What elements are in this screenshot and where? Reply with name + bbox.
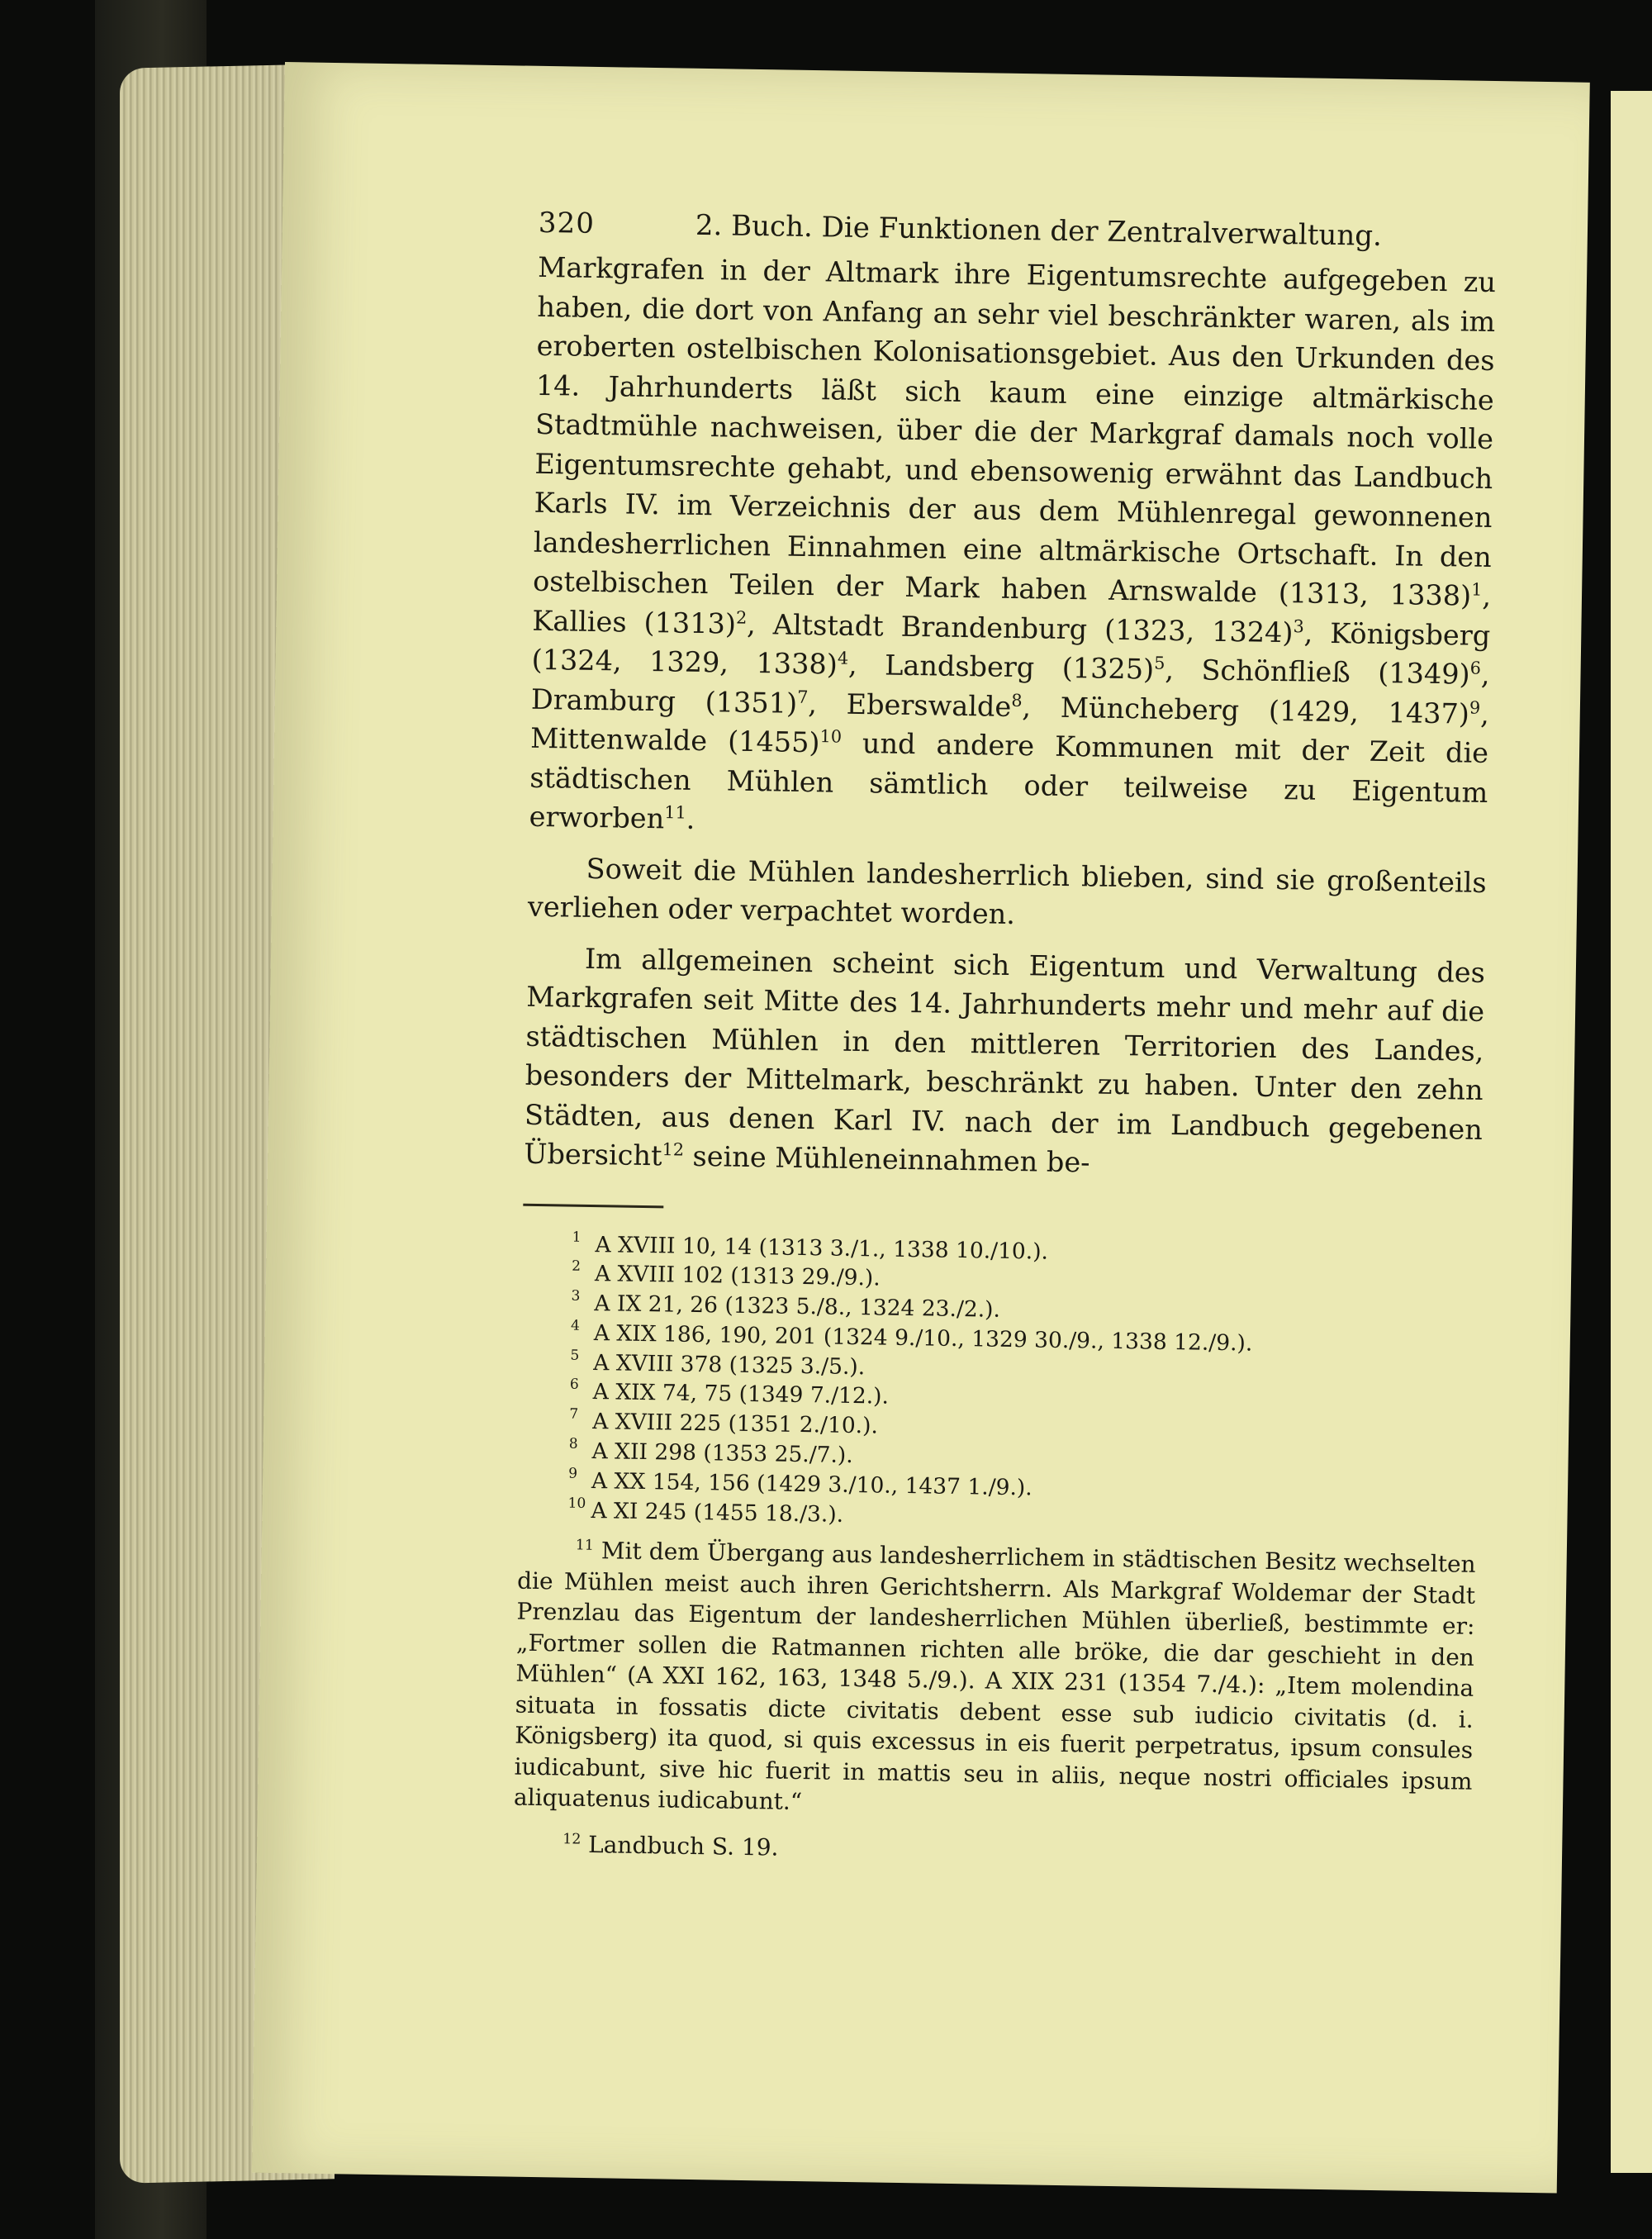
footnote-text: A XX 154, 156 (1429 3./10., 1437 1./9.). <box>591 1467 1032 1501</box>
footnote-text: A IX 21, 26 (1323 5./8., 1324 23./2.). <box>594 1291 1001 1323</box>
footnote-12 <box>563 1829 1471 1875</box>
p1-text: , Schönfließ (1349) <box>1165 653 1470 691</box>
footnote-mark: 10 <box>567 1495 586 1512</box>
page-text <box>513 190 1498 1874</box>
footnote-mark: 9 <box>568 1465 578 1482</box>
paragraph-2: Soweit die Mühlen landesherrlich blieben, sind sie großenteils verliehen oder verpachtet worden. <box>527 852 1487 931</box>
footnote-mark: 12 <box>563 1831 582 1848</box>
footnote-ref: 9 <box>1469 696 1481 718</box>
footnote-mark: 1 <box>572 1229 582 1246</box>
p1-text: , Dramburg (1351) <box>530 658 1490 720</box>
p3-text: seine Mühleneinnahmen be- <box>683 1139 1090 1179</box>
footnote-ref: 12 <box>662 1139 685 1160</box>
p1-text: , Altstadt Brandenburg (1323, 1324) <box>746 607 1294 649</box>
p1-text: und andere Kommunen mit der Zeit die städtischen Mühlen sämtlich oder teilweise zu Eigentum erworben <box>529 726 1489 835</box>
p1-text: , Landsberg (1325) <box>847 648 1155 686</box>
p1-text: , Eberswalde <box>808 687 1012 723</box>
footnote-text: Landbuch S. 19. <box>587 1831 779 1861</box>
footnote-divider <box>523 1203 663 1208</box>
footnote-text: A XVIII 378 (1325 3./5.). <box>593 1349 866 1380</box>
footnote-mark: 7 <box>569 1405 579 1424</box>
footnote-list <box>567 1229 1480 1539</box>
facing-page-edge <box>1611 91 1652 2173</box>
footnote-mark: 8 <box>568 1435 578 1452</box>
footnote-mark: 6 <box>569 1376 579 1394</box>
footnote-mark: 5 <box>570 1347 580 1364</box>
p3-text: Im allgemeinen scheint sich Eigentum und Verwaltung des Markgrafen seit Mitte des 14. Jahrhunderts mehr und mehr auf die städtischen Mühlen in den mittleren Territorien des Landes, besonders der Mittelmark, beschränkt zu haben. Unter den zehn Städten, aus denen Karl IV. nach der im Landbuch gegebenen Übersicht <box>523 942 1486 1172</box>
p1-text: , Kallies (1313) <box>532 579 1492 640</box>
p1-text: . <box>686 802 695 835</box>
footnote-ref: 7 <box>797 687 809 707</box>
p1-text: , Müncheberg (1429, 1437) <box>1022 690 1470 730</box>
footnote-text: A XVIII 10, 14 (1313 3./1., 1338 10./10.). <box>595 1231 1049 1265</box>
footnote-mark: 3 <box>571 1287 581 1305</box>
footnote-mark: 2 <box>571 1257 582 1276</box>
footnote-text: A XIX 74, 75 (1349 7./12.). <box>592 1379 890 1410</box>
footnote-mark: 11 <box>575 1537 595 1555</box>
footnote-11 <box>514 1534 1476 1828</box>
p1-text: , Mittenwalde (1455) <box>529 697 1490 759</box>
footnote-text: A XII 298 (1353 25./7.). <box>591 1438 853 1469</box>
footnote-text: A XIX 186, 190, 201 (1324 9./10., 1329 30./9., 1338 12./9.). <box>593 1319 1253 1357</box>
paragraph-1 <box>529 248 1496 852</box>
footnote-ref: 4 <box>837 648 849 668</box>
paragraph-3 <box>524 938 1485 1188</box>
footnote-text: Mit dem Übergang aus landesherrlichem in städtischen Besitz wechselten die Mühlen meist auch ihren Gerichtsherrn. Als Markgraf Woldemar der Stadt Prenzlau das Eigentum der landesherrlichen Mühlen überließ, bestimmte er: „Fortmer sollen die Ratmannen richten alle bröke, die dar geschieht in den Mühlen“ (A XXI 162, 163, 1348 5./9.). A XIX 231 (1354 7./4.): „Item molendina situata in fossatis dicte civitatis debent esse sub iudicio civitatis (d. i. Königsberg) ita quod, si quis excessus in eis fuerit perpetratus, ipsum consules iudicabunt, sive hic fuerit in mattis seu in aliis, neque nostri officiales ipsum aliquatenus iudicabunt.“ <box>513 1537 1476 1816</box>
running-head: 2. Buch. Die Funktionen der Zentralverwaltung. <box>695 208 1383 253</box>
book-page <box>252 62 1590 2194</box>
footnote-ref: 8 <box>1011 690 1023 711</box>
page-number: 320 <box>538 206 596 240</box>
footnote-mark: 4 <box>570 1317 581 1334</box>
footnote-text: A XI 245 (1455 18./3.). <box>591 1497 844 1528</box>
footnote-ref: 11 <box>664 802 686 823</box>
footnote-text: A XVIII 102 (1313 29./9.). <box>594 1261 881 1291</box>
footnote-text: A XVIII 225 (1351 2./10.). <box>591 1409 879 1439</box>
running-header <box>539 190 1498 254</box>
footnote-ref: 3 <box>1293 616 1305 636</box>
p1-text: Markgrafen in der Altmark ihre Eigentumsrechte aufgegeben zu haben, die dort von Anfang an sehr viel beschränkter waren, als im eroberten ostelbischen Kolonisationsgebiet. Aus den Urkunden des 14. Jahrhunderts läßt sich kaum eine einzige altmärkische Stadtmühle nachweisen, über die der Markgraf damals noch volle Eigentumsrechte gehabt, und ebensowenig erwähnt das Landbuch Karls IV. im Verzeichnis der aus dem Mühlenregal gewonnenen landesherrlichen Einnahmen eine altmärkische Ortschaft. In den ostelbischen Teilen der Mark haben Arnswalde (1313, 1338) <box>532 250 1497 612</box>
footnote-ref: 10 <box>819 726 843 747</box>
footnote-ref: 6 <box>1469 658 1482 678</box>
footnote-ref: 1 <box>1471 579 1483 600</box>
p1-text: , Königsberg (1324, 1329, 1338) <box>531 616 1491 681</box>
footnote-ref: 5 <box>1154 653 1165 673</box>
footnote-ref: 2 <box>735 607 748 628</box>
